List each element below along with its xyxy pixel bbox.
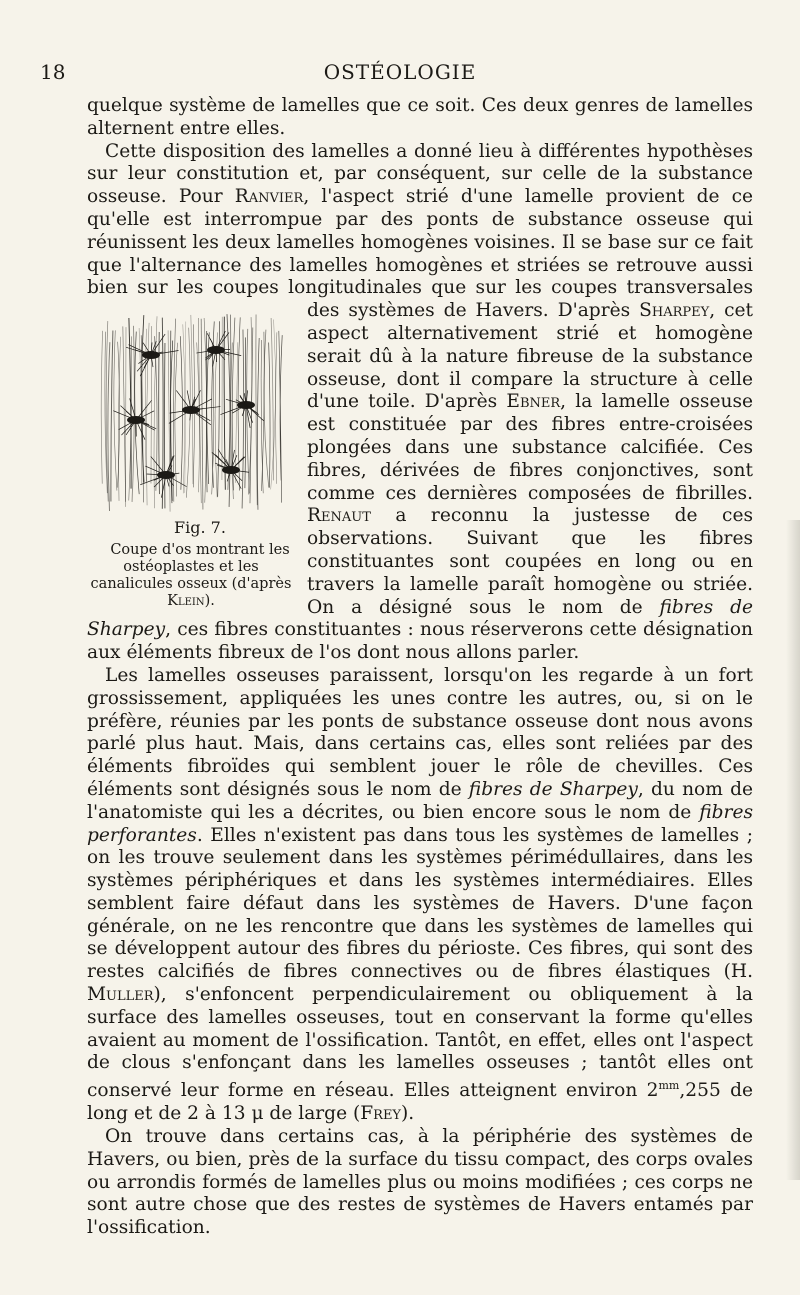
figure-7 (87, 310, 295, 610)
figure-label: Fig. 7. (174, 518, 226, 538)
p3-text-5: ,255 de long et de 2 à 13 μ de large ( (87, 1080, 753, 1125)
page-edge-shadow (786, 520, 800, 1180)
author-muller: Muller (87, 984, 154, 1006)
body-text (87, 95, 753, 1240)
paragraph-3 (87, 665, 753, 1126)
running-title: OSTÉOLOGIE (323, 60, 477, 84)
bone-section-illustration (96, 310, 286, 515)
author-renaut: Renaut (307, 505, 371, 527)
p2-text-6: , ces fibres constituantes : nous réserverons cette désignation aux éléments fibreux de l'os dont nous allons parler. (87, 619, 753, 664)
p3-text-1: Les lamelles osseuses paraissent, lorsqu'on les regarde à un fort grossissement, appliquées les unes contre les autres, ou, si on le préfère, réunies par les ponts de substance osseuse dont nous avons parlé plus haut. Mais, dans certains cas, elles sont reliées par des éléments fibroïdes qui semblent jouer le rôle de chevilles. Ces éléments sont désignés sous le nom de (87, 664, 753, 800)
paragraph-4: On trouve dans certains cas, à la périphérie des systèmes de Havers, ou bien, près de la surface du tissu compact, des corps ovales ou arrondis formés de lamelles plus ou moins modifiées ; ces corps ne sont autre chose que des restes de systèmes de Havers entamés par l'ossification. (87, 1126, 753, 1239)
p2-text-1: Cette disposition des lamelles a donné lieu à différentes hypothèses sur leur constitution et, par conséquent, sur celle de la substance osseuse. Pour (87, 140, 753, 208)
author-frey: Frey (360, 1103, 402, 1125)
author-ranvier: Ranvier (234, 186, 304, 208)
p2-text-2: , l'aspect strié d'une lamelle provient de ce qu'elle est interrompue par des ponts de substance osseuse qui réunissent les deux lamelles homogènes voisines. Il se base sur ce fait que l'alternance des lamelles homogènes et striées se retrouve aussi bien sur les coupes longitudinales que sur les coupes transversales des systèmes de Havers. D'après (87, 186, 753, 322)
p3-text-4: ), s'enfoncent perpendiculairement ou obliquement à la surface des lamelles osseuses, tout en conservant la forme qu'elles avaient au moment de l'ossification. Tantôt, en effet, elles ont l'aspect de clous s'enfonçant dans les lamelles osseuses ; tantôt elles ont conservé leur forme en réseau. Elles atteignent environ 2 (87, 984, 753, 1102)
figure-caption (87, 542, 295, 610)
p2-text-4: , la lamelle osseuse est constituée par des fibres entre-croisées plongées dans une substance calcifiée. Ces fibres, dérivées de fibres conjonctives, sont comme ces dernières composées de fibrilles. (307, 391, 753, 504)
paragraph-2 (87, 141, 753, 665)
term-fibres-sharpey: fibres de Sharpey (87, 596, 753, 641)
caption-end: ). (204, 592, 215, 609)
unit-mm: mm (658, 1079, 680, 1093)
p3-text-6: ). (401, 1103, 415, 1125)
caption-text: Coupe d'os montrant les ostéoplastes et les canalicules osseux (d'après (90, 541, 292, 592)
term-fibres-sharpey-2: fibres de Sharpey (468, 778, 638, 800)
author-sharpey: Sharpey (639, 300, 710, 322)
author-ebner: Ebner (506, 391, 561, 413)
p2-text-5: a reconnu la justesse de ces observations. Suivant que les fibres constituantes sont coupées en long ou en travers la lamelle paraît homogène ou striée. On a désigné sous le nom de (307, 505, 753, 618)
page-number: 18 (40, 60, 66, 84)
caption-author: Klein (167, 592, 205, 609)
p3-text-3: . Elles n'existent pas dans tous les systèmes de lamelles ; on les trouve seulement dans les systèmes périmédullaires, dans les systèmes périphériques et dans les systèmes intermédiaires. Elles semblent faire défaut dans les systèmes de Havers. D'une façon générale, on ne les rencontre que dans les systèmes de lamelles qui se développent autour des fibres du périoste. Ces fibres, qui sont des restes calcifiés de fibres connectives ou de fibres élastiques (H. (87, 824, 753, 983)
p2-text-3: , cet aspect alternativement strié et homogène serait dû à la nature fibreuse de la substance osseuse, dont il compare la structure à celle d'une toile. D'après (307, 300, 753, 413)
p3-text-2: , du nom de l'anatomiste qui les a décrites, ou bien encore sous le nom de (87, 778, 753, 823)
paragraph-1: quelque système de lamelles que ce soit. Ces deux genres de lamelles alternent entre elles. (87, 95, 753, 139)
term-fibres-perforantes: fibres perforantes (87, 801, 753, 846)
